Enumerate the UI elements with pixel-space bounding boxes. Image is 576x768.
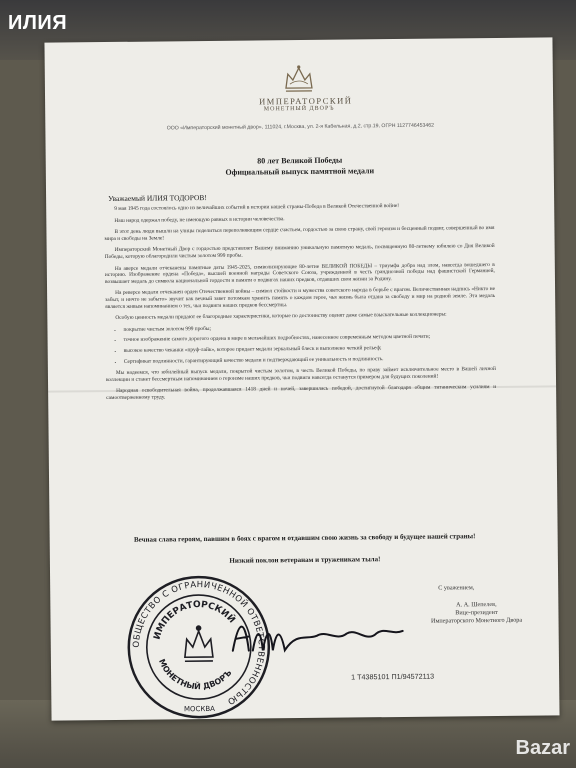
logo-subtitle: МОНЕТНЫЙ ДВОРЪ	[263, 105, 335, 113]
logo-name: ИМПЕРАТОРСКИЙ	[259, 95, 353, 107]
seal-crown-icon	[185, 626, 213, 661]
paragraph: На реверсе медали отчеканен орден Отечественной войны – символ стойкости и мужества советского народа в борьбе с врагом. Величественная надпись «Никто не забыт, и ничто не забыто» звучит как вечный завет потомкам хранить память о каждом герое, чья жизнь была отдана за свободу и мир на родной земле. Эта медаль является живым напоминанием о тех, чьи подвиги наших предков бессмертны.	[105, 286, 496, 310]
company-details: ООО «Императорский монетный двор», 111024, г.Москва, ул. 2-я Кабельная, д.2, стр.19, ОГРН 1127746453462	[166, 122, 435, 132]
serial-number: 1 Т4385101 П1/94572113	[351, 671, 435, 682]
greeting: Уважаемый ИЛИЯ ТОДОРОВ!	[108, 192, 207, 204]
feature-item: • высокое качество чеканки «пруф-лайк», которое придает медали зеркальный блеск и выполнено четкий рельеф;	[124, 344, 496, 354]
svg-text:МОНЕТНЫЙ ДВОРЪ	[157, 657, 234, 692]
crown-icon	[282, 64, 316, 94]
overlay-caption: ИЛИЯ	[8, 12, 68, 34]
signer-name: А. А. Шепелев,	[456, 600, 497, 609]
seal-inner-text: ИМПЕРАТОРСКИЙ	[152, 599, 237, 641]
seal-inner-subtext: МОНЕТНЫЙ ДВОРЪ	[156, 657, 234, 692]
feature-item: • точное изображение самого дорогого ордена в мире в мельчайших подробностях, нанесенное современным методом цветной печати;	[124, 333, 496, 343]
paragraph: Особую ценность медали придают ее благородные характеристики, которые по достоинству оценят даже самые взыскательные коллекционеры:	[115, 311, 447, 322]
features-list	[105, 323, 495, 365]
paragraph: Наш народ одержал победу, не имеющую равных в истории человечества.	[114, 215, 285, 224]
paragraph: 9 мая 1945 года состоялось одно из величайших событий в истории нашей страны-Победа в Великой Отечественной войне!	[114, 202, 400, 212]
paragraph: В этот день люди вышли на улицы поделиться переполняющим сердце счастьем, гордостью за свою страну, свой героизм и бесценный подвиг, совершенный во имя мира и свободы на Земле!	[104, 225, 495, 242]
letter-subtitle: Официальный выпуск памятной медали	[225, 166, 375, 177]
signer-organization: Императорского Монетного Двора	[430, 616, 523, 625]
handwritten-signature	[226, 609, 407, 661]
signoff-block	[406, 600, 546, 625]
paragraph: Народная освободительная война, продолжавшаяся 1418 дней и ночей, завершилась победой, достигнутой благодаря общим титаническим усилиям и самоотверженному труду.	[106, 384, 497, 401]
svg-text:ИМПЕРАТОРСКИЙ	[152, 600, 238, 641]
paragraph: Мы надеемся, что юбилейный выпуск медали, покрытой чистым золотом, в честь Великой Победы, по праву займет исключительное место в Вашей личной коллекции и станет бессмертным напоминанием о героизме наших предков, чьи подвиги навсегда останутся примером для будущих поколений!	[105, 366, 496, 383]
signoff-respect: С уважением,	[438, 584, 475, 592]
seal-ring-text: ОБЩЕСТВО С ОГРАНИЧЕННОЙ ОТВЕТСТВЕННОСТЬЮ	[131, 580, 266, 707]
signer-position: Вице-президент	[455, 608, 498, 617]
paragraph: На аверсе медали отчеканены памятные даты 1945-2025, символизирующие 80-летие ВЕЛИКОЙ ПОБЕДЫ – триумфа добра над злом, навсегда вошедшего в историю. Изображение ордена «Победа», высшей военной награды Советского Союза, учрежденной в честь грандиозной победы над фашистской Германией, возвышает медаль до символа национальной гордости и памяти о подвигах наших предков, отдавших свои жизни за Родину.	[104, 261, 495, 285]
paragraph: Императорский Монетный Двор с гордостью представляет Вашему вниманию уникальную памятную медаль, посвященную 80-летнему юбилею со Дня Великой Победы, которую облагородили чистым золотом 999 пробы.	[104, 243, 495, 261]
slogan-veterans: Низкий поклон ветеранам и труженикам тыла!	[229, 555, 381, 565]
seal-city: МОСКВА	[183, 704, 215, 714]
feature-item: • Сертификат подлинности, гарантирующий качество медали и подтверждающий ее уникальность и подлинность.	[124, 354, 496, 364]
letterhead-logo	[259, 64, 353, 113]
slogan: Вечная слава героям, павшим в боях с врагом и отдавшим свою жизнь за свободу и будущее нашей страны!	[133, 532, 476, 544]
feature-item: • покрытие чистым золотом 999 пробы;	[123, 323, 495, 333]
letter-title: 80 лет Великой Победы	[257, 155, 343, 166]
site-watermark: Bazar	[515, 737, 570, 759]
letter-sheet	[44, 37, 559, 720]
letter-body	[104, 202, 496, 407]
